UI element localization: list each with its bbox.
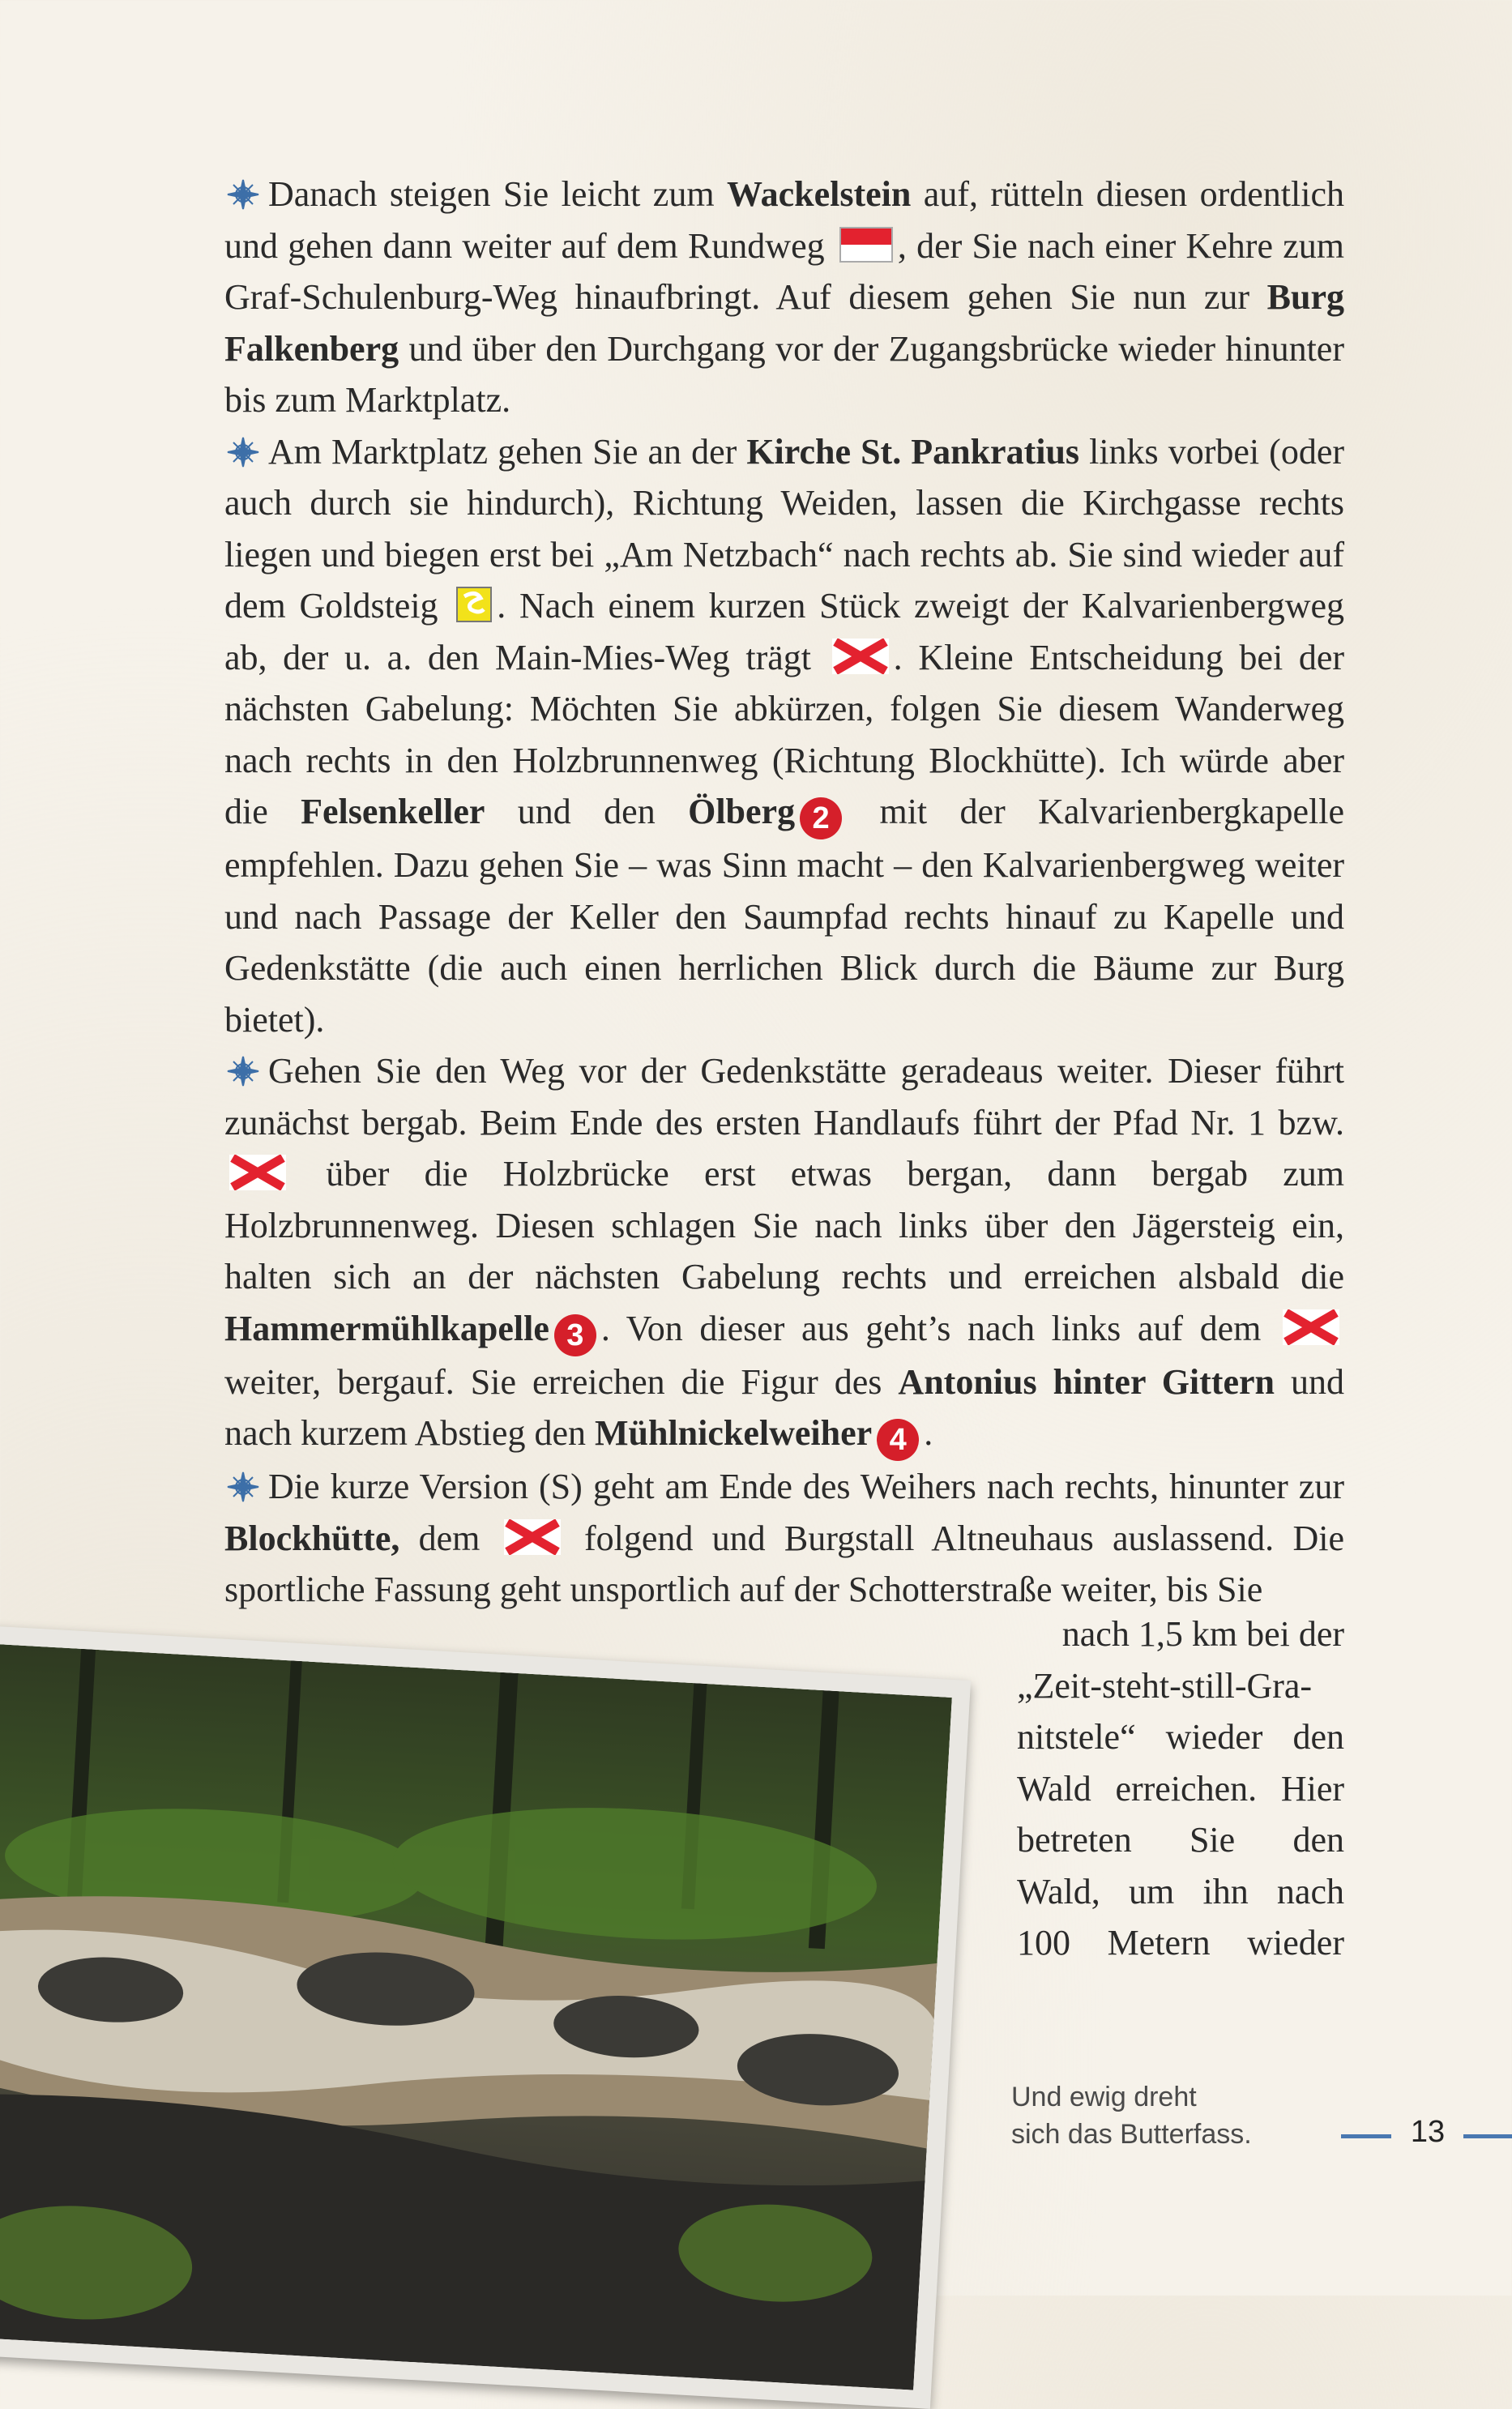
text-line: Wald erreichen. Hier [1017, 1768, 1344, 1809]
compass-rose-icon [224, 1466, 262, 1498]
text: Am Marktplatz gehen Sie an der [268, 431, 747, 472]
place-felsenkeller: Felsenkeller [301, 792, 485, 831]
text: auf, rütteln diesen ordentlich und gehen dann weiter auf dem Rundweg [224, 174, 1344, 266]
text: und nach kurzem Abstieg den [224, 1361, 1345, 1453]
text: Danach steigen Sie leicht zum [268, 174, 727, 214]
caption-line: Und ewig dreht [1011, 2082, 1197, 2112]
text-line: nach 1,5 km bei der [1061, 1614, 1344, 1654]
compass-rose-icon [224, 431, 262, 463]
caption-line: sich das Butterfass. [1011, 2119, 1252, 2150]
place-oelberg: Ölberg [688, 792, 796, 831]
place-burg-falkenberg: Burg Falkenberg [224, 277, 1344, 369]
paragraph-kurze-version [224, 1461, 1344, 1616]
place-antonius: Antonius hinter Gittern [898, 1361, 1275, 1402]
compass-rose-icon [224, 1050, 262, 1083]
waypoint-badge-2: 2 [800, 797, 842, 839]
text: . Nach einem kurzen Stück zweigt der Kalvarienbergweg ab, der u. a. den Main-Mies-Weg trägt [224, 586, 1344, 677]
photo-stream-forest [0, 1625, 971, 2409]
goldsteig-marker-icon [456, 587, 492, 622]
page-number-rule-right [1463, 2134, 1512, 2138]
red-x-marker-icon [1283, 1309, 1339, 1345]
photo-caption [1011, 2078, 1303, 2153]
text: Gehen Sie den Weg vor der Gedenkstätte geradeaus weiter. Dieser führt zunächst bergab. Beim Ende des ersten Handlaufs führt der Pfad Nr. 1 bzw. [224, 1051, 1344, 1143]
text: , der Sie nach einer Kehre zum Graf-Schulenburg-Weg hinaufbringt. Auf diesem gehen Sie nun zur [224, 225, 1344, 317]
paragraph-wackelstein [224, 169, 1344, 426]
text: dem [399, 1518, 499, 1558]
red-x-marker-icon [229, 1155, 286, 1190]
place-muehlnickelweiher: Mühlnickelweiher [594, 1413, 873, 1453]
text: mit der Kalvarienbergkapelle empfehlen. Dazu gehen Sie – was Sinn macht – den Kalvarienbergweg weiter und nach Passage der Keller den Saumpfad rechts hinauf zu Kapelle und Gedenkstätte (die auch einen herrlichen Blick durch die Bäume zur Burg bietet). [224, 792, 1344, 1040]
text: . Kleine Entscheidung bei der nächsten Gabelung: Möchten Sie abkürzen, folgen Sie diesem Wanderweg nach rechts in den Holzbrunnenweg (Richtung Blockhütte). Ich würde aber die [224, 637, 1344, 831]
text-line: „Zeit-steht-still-Gra- [1017, 1665, 1313, 1706]
text: und den [485, 792, 689, 831]
page-number: 13 [1410, 2115, 1446, 2149]
wrapped-text-column [1017, 1608, 1344, 1969]
page-number-rule-left [1341, 2134, 1391, 2138]
text: weiter, bergauf. Sie erreichen die Figur des [224, 1361, 899, 1402]
place-hammermuehlkapelle: Hammermühlkapelle [224, 1308, 549, 1348]
place-blockhuette: Blockhütte, [224, 1518, 400, 1558]
red-x-marker-icon [504, 1519, 561, 1555]
paragraph-marktplatz [224, 426, 1344, 1046]
text-line: Wald, um ihn nach [1017, 1871, 1344, 1911]
body-text [224, 169, 1344, 1616]
text-line: betreten Sie den [1017, 1820, 1344, 1860]
place-wackelstein: Wackelstein [727, 174, 912, 214]
place-kirche: Kirche St. Pankratius [746, 431, 1080, 472]
paragraph-gedenkstaette [224, 1045, 1344, 1461]
red-x-marker-icon [832, 639, 889, 674]
text: über die Holzbrücke erst etwas bergan, dann bergab zum Holzbrunnenweg. Diesen schlagen Sie nach links über den Jägersteig ein, halten sich an der nächsten Gabelung rechts und erreichen alsbald die [224, 1154, 1344, 1296]
red-white-flag-marker-icon [839, 227, 893, 263]
waypoint-badge-4: 4 [877, 1419, 919, 1461]
text: links vorbei (oder auch durch sie hindurch), Richtung Weiden, lassen die Kirchgasse rechts liegen und biegen erst bei „Am Netzbach“ nach rechts ab. Sie sind wieder auf dem Goldsteig [224, 431, 1345, 626]
text: und über den Durchgang vor der Zugangsbrücke wieder hinunter bis zum Marktplatz. [224, 328, 1344, 420]
photo-image [0, 1643, 952, 2390]
text-line: nitstele“ wieder den [1017, 1717, 1344, 1757]
text: . Von dieser aus geht’s nach links auf dem [600, 1308, 1278, 1348]
text: . [924, 1413, 933, 1453]
text: Die kurze Version (S) geht am Ende des Weihers nach rechts, hinunter zur [268, 1467, 1344, 1506]
text: folgend und Burgstall Altneuhaus auslassend. Die sportliche Fassung geht unsportlich auf der Schotterstraße weiter, bis Sie [224, 1518, 1344, 1609]
compass-rose-icon [224, 173, 262, 206]
waypoint-badge-3: 3 [554, 1314, 596, 1356]
text-line: 100 Metern wieder [1017, 1923, 1344, 1963]
